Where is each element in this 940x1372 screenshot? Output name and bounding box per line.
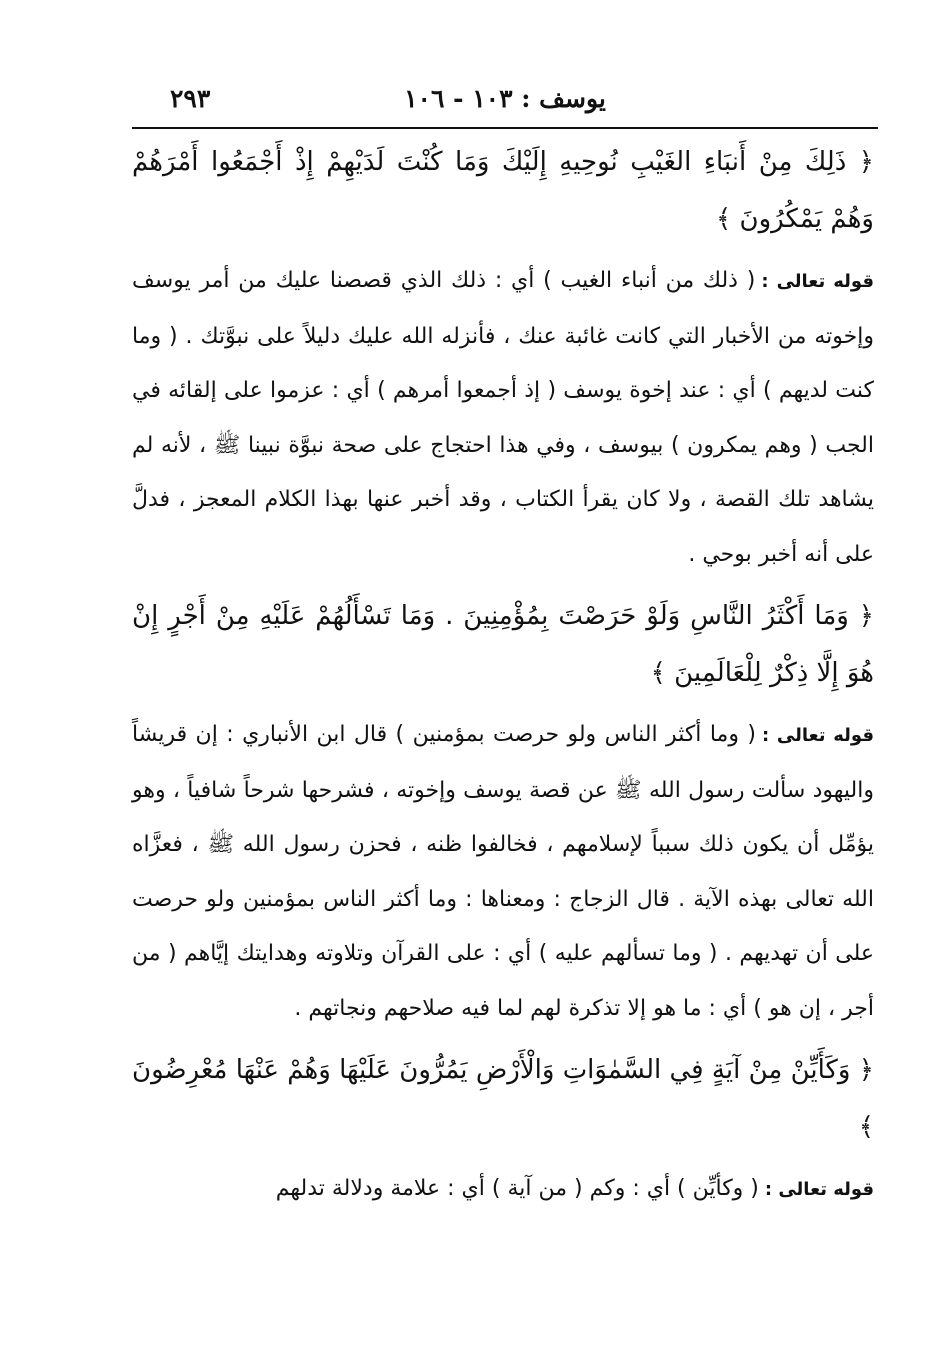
quran-verse: ﴿ وَكَأَيِّنْ مِنْ آيَةٍ فِي السَّمٰوَاتِ وَالْأَرْضِ يَمُرُّونَ عَلَيْهَا وَهُمْ عَنْهَا مُعْرِضُونَ ﴾	[132, 1055, 874, 1142]
commentary-text: ( ذلك من أنباء الغيب ) أي : ذلك الذي قصصنا عليك من أمر يوسف وإخوته من الأخبار التي كانت غائبة عنك ، فأنزله الله عليك دليلاً على نبوَّتك . ( وما كنت لديهم ) أي : عند إخوة يوسف ( إذ أجمعوا أمرهم ) أي : عزموا على إلقائه في الجب ( وهم يمكرون ) بيوسف ، وفي هذا احتجاج على صحة نبوَّة نبينا ﷺ ، لأنه لم يشاهد تلك القصة ، ولا كان يقرأ الكتاب ، وقد أخبر عنها بهذا الكلام المعجز ، فدلَّ على أنه أخبر بوحي .	[132, 268, 874, 567]
commentary-paragraph	[132, 708, 874, 1036]
page-number: ٢٩٣	[170, 84, 211, 113]
page-body	[132, 134, 874, 1224]
header-divider	[132, 127, 878, 129]
commentary-text: ( وكأيِّن ) أي : وكم ( من آية ) أي : علامة ودلالة تدلهم	[275, 1176, 759, 1201]
commentary-text: ( وما أكثر الناس ولو حرصت بمؤمنين ) قال ابن الأنباري : إن قريشاً واليهود سألت رسول الله ﷺ عن قصة يوسف وإخوته ، فشرحها شرحاً شافياً ، وهو يؤمِّل أن يكون ذلك سبباً لإسلامهم ، فخالفوا ظنه ، فحزن رسول الله ﷺ ، فعزَّاه الله تعالى بهذه الآية . قال الزجاج : ومعناها : وما أكثر الناس بمؤمنين ولو حرصت على أن تهديهم . ( وما تسألهم عليه ) أي : على القرآن وتلاوته وهدايتك إيَّاهم ( من أجر ، إن هو ) أي : ما هو إلا تذكرة لهم لما فيه صلاحهم ونجاتهم .	[132, 722, 874, 1021]
commentary-lead: قوله تعالى :	[764, 1179, 874, 1200]
quran-verse: ﴿ ذَلِكَ مِنْ أَنبَاءِ الغَيْبِ نُوحِيهِ إِلَيْكَ وَمَا كُنْتَ لَدَيْهِمْ إِذْ أَجْمَعُوا أَمْرَهُمْ وَهُمْ يَمْكُرُونَ ﴾	[132, 147, 874, 234]
page-header	[132, 80, 878, 124]
quran-verse: ﴿ وَمَا أَكْثَرُ النَّاسِ وَلَوْ حَرَصْتَ بِمُؤْمِنِينَ . وَمَا تَسْأَلُهُمْ عَلَيْهِ مِنْ أَجْرٍ إِنْ هُوَ إِلَّا ذِكْرٌ لِلْعَالَمِينَ ﴾	[132, 601, 874, 688]
commentary-paragraph	[132, 254, 874, 582]
commentary-lead: قوله تعالى :	[761, 725, 874, 746]
running-title: يوسف : ١٠٣ - ١٠٦	[404, 84, 606, 113]
commentary-paragraph	[132, 1162, 874, 1218]
commentary-lead: قوله تعالى :	[761, 271, 875, 292]
